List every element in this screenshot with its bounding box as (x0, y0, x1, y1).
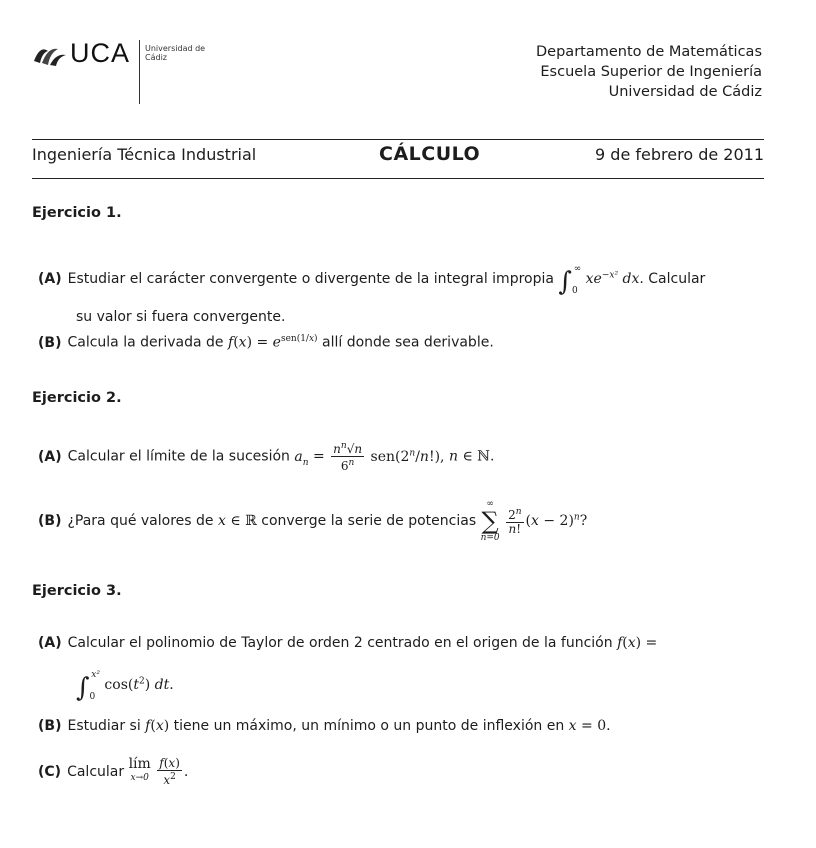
item-text-cont: tiene un máximo, un mínimo o un punto de inflexión en (173, 718, 565, 734)
title-bar (32, 145, 764, 171)
university-line: Universidad de Cádiz (608, 84, 762, 100)
uca-emblem-icon (32, 41, 68, 67)
exercise-1a: (A) Estudiar el carácter convergente o divergente de la integral impropia $\int_0^\infty$ $xe^{-x^2}$ dx. Calcular su valor si fuera convergente. (38, 256, 768, 330)
item-text: Calcular el polinomio de Taylor de orden 2 centrado en el origen de la función (67, 635, 613, 651)
university-logo (32, 38, 130, 69)
top-rule (32, 139, 764, 140)
bottom-rule (32, 178, 764, 179)
exercise-2a: (A) Calcular el límite de la sucesión $a_n$ = $\frac{n^n√n}{6^n}$ sen(2$^n$/n!), n ∈ ℕ. (38, 441, 495, 474)
item-label: (B) (38, 718, 62, 734)
item-text: ¿Para qué valores de (67, 513, 214, 529)
exercise-2b: (B) ¿Para qué valores de x ∈ ℝ converge la serie de potencias ∞ ∑ n=0 $\frac{2^n}{n!}$ $(x - 2)^n$? (38, 499, 588, 543)
course-name: Ingeniería Técnica Industrial (32, 145, 257, 164)
item-text-cont: allí donde sea derivable. (322, 334, 494, 351)
logo-wordmark: UCA (70, 38, 131, 68)
item-text-line2: su valor si fuera convergente. (76, 309, 286, 325)
exercise-1-title: Ejercicio 1. (32, 205, 122, 221)
item-text: Calcular (67, 764, 125, 780)
exam-date: 9 de febrero de 2011 (595, 145, 764, 164)
item-label: (A) (38, 635, 62, 651)
item-text: Calcula la derivada de (67, 334, 224, 351)
item-text-cont: converge la serie de potencias (261, 513, 477, 529)
subject-title: CÁLCULO (379, 143, 481, 165)
item-text: Calcular el límite de la sucesión (67, 448, 290, 465)
item-label: (B) (38, 334, 62, 351)
logo-subtitle: Universidad de Cádiz (145, 44, 206, 62)
exercise-3-title: Ejercicio 3. (32, 583, 122, 599)
item-text-cont: . Calcular (639, 271, 706, 287)
item-label: (B) (38, 513, 62, 529)
item-text: Estudiar si (67, 718, 141, 734)
school-line: Escuela Superior de Ingeniería (540, 64, 762, 80)
exercise-3a: (A) Calcular el polinomio de Taylor de orden 2 centrado en el origen de la función f(x) = $\int_0^{x^2}$ $\cos(t^2)$ dt. (38, 635, 658, 703)
item-label: (C) (38, 764, 62, 780)
exercise-2-title: Ejercicio 2. (32, 390, 122, 406)
item-text: Estudiar el carácter convergente o divergente de la integral impropia (67, 271, 554, 287)
exercise-1b: (B) Calcula la derivada de $f(x) = e^{sen(1/x)}$ allí donde sea derivable. (38, 334, 494, 351)
department-line: Departamento de Matemáticas (536, 44, 762, 60)
exercise-3c: (C) Calcular lím x→0 $\frac{f(x)}{x^2}$ . (38, 756, 189, 787)
item-label: (A) (38, 271, 62, 287)
department-block (536, 42, 762, 102)
exercise-3b: (B) Estudiar si f(x) tiene un máximo, un mínimo o un punto de inflexión en x = 0. (38, 718, 611, 734)
logo-divider (139, 40, 140, 104)
item-label: (A) (38, 448, 62, 465)
